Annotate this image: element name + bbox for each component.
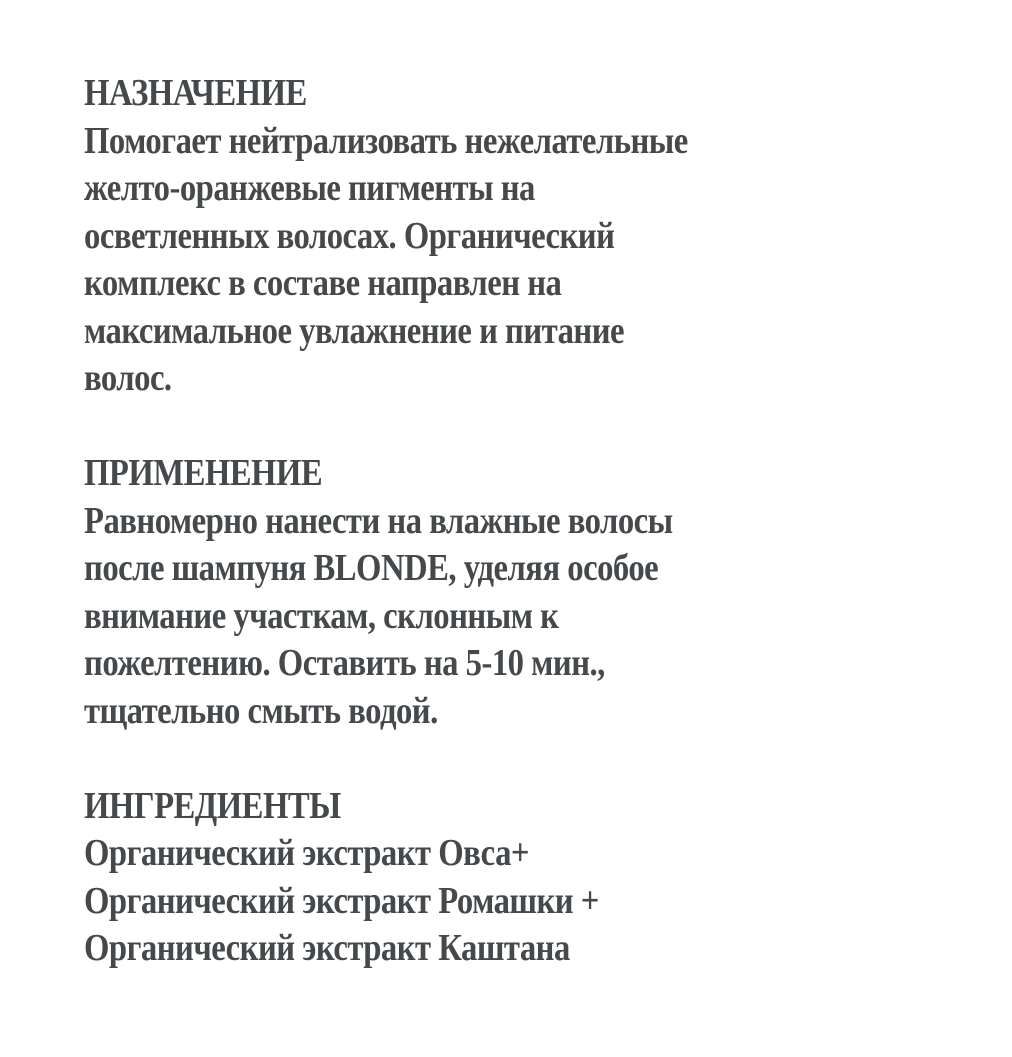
- line-text: Помогает нейтрализовать нежелательные: [84, 119, 688, 162]
- text-line: [84, 498, 964, 546]
- line-text: Равномерно нанести на влажные волосы: [84, 499, 673, 542]
- text-line: [84, 260, 964, 308]
- heading-text: ПРИМЕНЕНИЕ: [84, 452, 323, 494]
- text-line: [84, 878, 964, 926]
- line-text: максимальное увлажнение и питание: [84, 309, 625, 352]
- line-text: осветленных волосах. Органический: [84, 214, 615, 257]
- text-line: [84, 593, 964, 641]
- section-heading: [84, 783, 964, 831]
- line-text: волос.: [84, 357, 172, 399]
- text-line: [84, 688, 964, 736]
- text-line: [84, 118, 964, 166]
- text-line: [84, 165, 964, 213]
- line-text: Органический экстракт Ромашки +: [84, 879, 599, 922]
- line-text: Органический экстракт Овса+: [84, 832, 529, 874]
- text-line: [84, 213, 964, 261]
- text-line: [84, 545, 964, 593]
- line-text: комплекс в составе направлен на: [84, 262, 562, 304]
- line-text: пожелтению. Оставить на 5-10 мин.,: [84, 642, 605, 684]
- line-text: Органический экстракт Каштана: [84, 927, 570, 969]
- line-text: после шампуня BLONDE, уделяя особое: [84, 547, 659, 589]
- section-purpose: [84, 70, 964, 403]
- text-line: [84, 308, 964, 356]
- section-heading: [84, 70, 964, 118]
- section-ingredients: [84, 783, 964, 973]
- text-line: [84, 925, 964, 973]
- line-text: внимание участкам, склонным к: [84, 594, 559, 637]
- heading-text: НАЗНАЧЕНИЕ: [84, 72, 307, 114]
- line-text: тщательно смыть водой.: [84, 689, 438, 732]
- line-text: желто-оранжевые пигменты на: [84, 167, 535, 209]
- text-line: [84, 640, 964, 688]
- text-line: [84, 355, 964, 403]
- section-usage: [84, 450, 964, 735]
- product-description: [84, 70, 964, 1020]
- heading-text: ИНГРЕДИЕНТЫ: [84, 784, 341, 827]
- text-line: [84, 830, 964, 878]
- section-heading: [84, 450, 964, 498]
